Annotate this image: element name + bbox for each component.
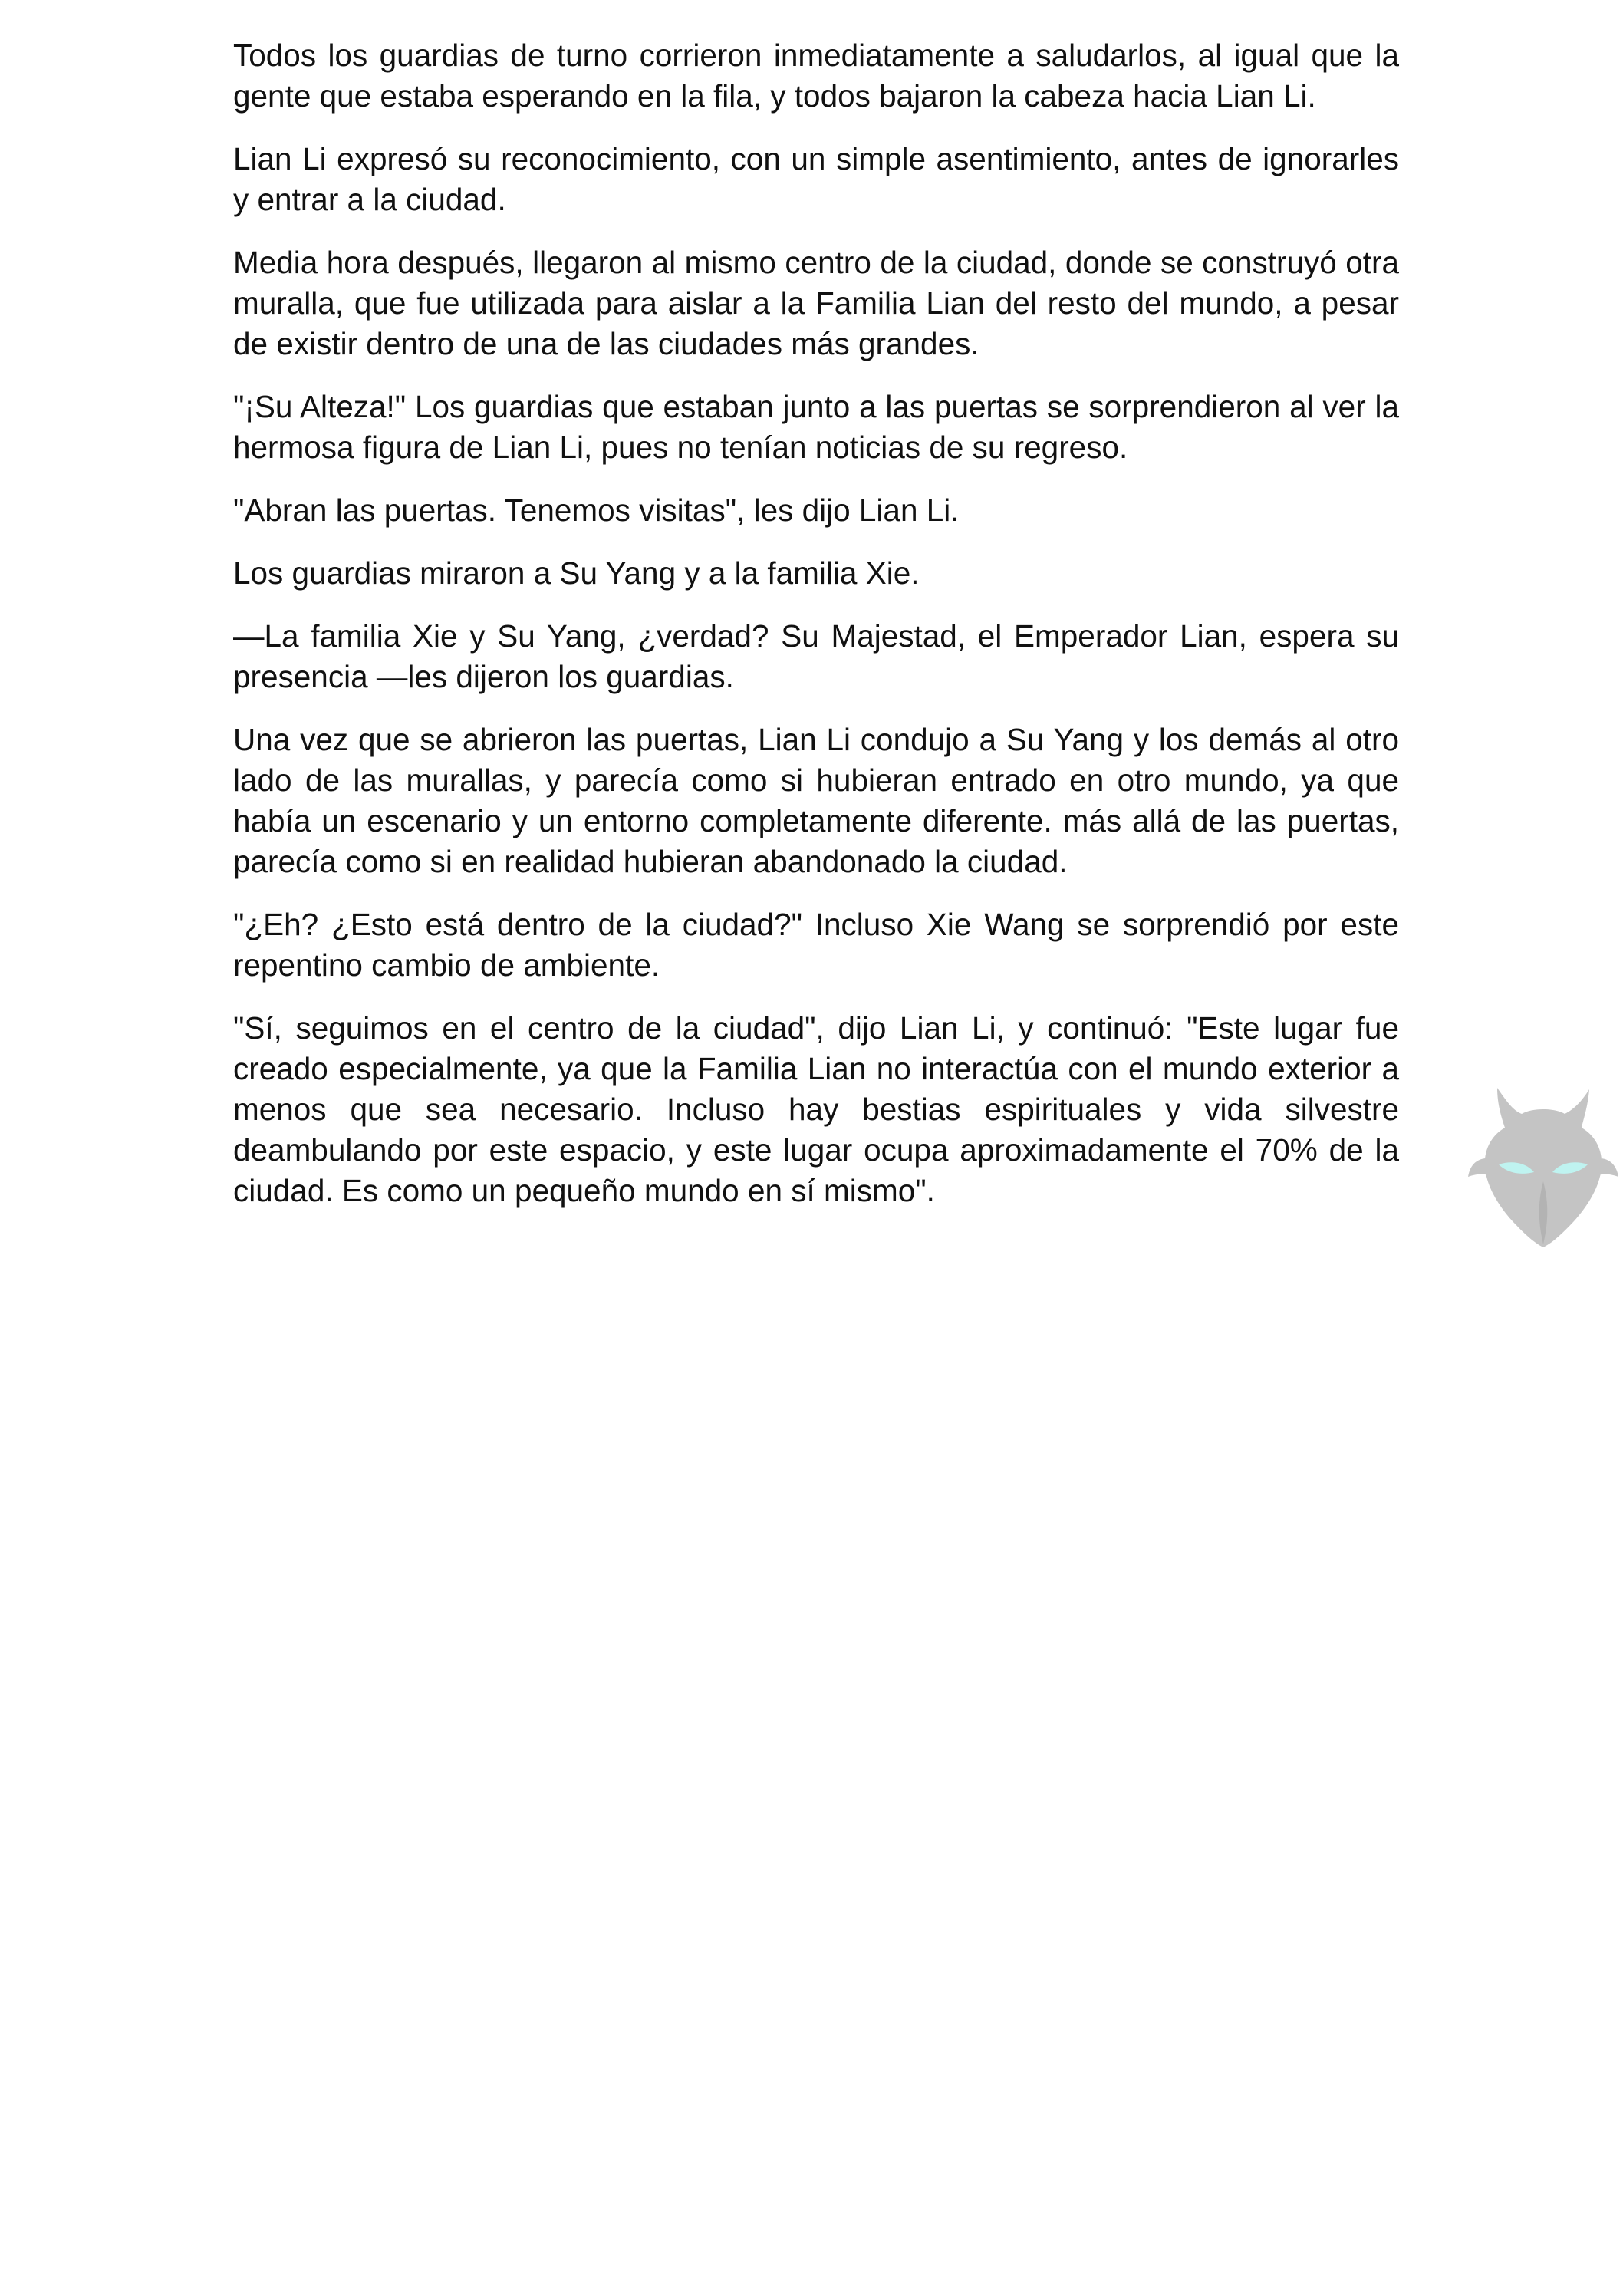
paragraph-7: —La familia Xie y Su Yang, ¿verdad? Su Majestad, el Emperador Lian, espera su presencia —les dijeron los guardias.: [233, 618, 1399, 694]
document-body: [233, 35, 1399, 1234]
paragraph-6: Los guardias miraron a Su Yang y a la familia Xie.: [233, 555, 920, 591]
paragraph-9: "¿Eh? ¿Esto está dentro de la ciudad?" Incluso Xie Wang se sorprendió por este repentino cambio de ambiente.: [233, 907, 1399, 983]
paragraph-4: "¡Su Alteza!" Los guardias que estaban junto a las puertas se sorprendieron al ver la hermosa figura de Lian Li, pues no tenían noticias de su regreso.: [233, 389, 1399, 465]
paragraph-8: Una vez que se abrieron las puertas, Lian Li condujo a Su Yang y los demás al otro lado de las murallas, y parecía como si hubieran entrado en otro mundo, ya que había un escenario y un entorno completamente diferente. más allá de las puertas, parecía como si en realidad hubieran abandonado la ciudad.: [233, 722, 1399, 879]
demon-head-icon: [1467, 1074, 1620, 1250]
paragraph-10: "Sí, seguimos en el centro de la ciudad", dijo Lian Li, y continuó: "Este lugar fue creado especialmente, ya que la Familia Lian no interactúa con el mundo exterior a menos que sea necesario. Incluso hay bestias espirituales y vida silvestre deambulando por este espacio, y este lugar ocupa aproximadamente el 70% de la ciudad. Es como un pequeño mundo en sí mismo".: [233, 1010, 1399, 1208]
paragraph-2: Lian Li expresó su reconocimiento, con un simple asentimiento, antes de ignorarles y entrar a la ciudad.: [233, 141, 1399, 217]
paragraph-1: Todos los guardias de turno corrieron inmediatamente a saludarlos, al igual que la gente que estaba esperando en la fila, y todos bajaron la cabeza hacia Lian Li.: [233, 38, 1399, 114]
paragraph-5: "Abran las puertas. Tenemos visitas", les dijo Lian Li.: [233, 492, 960, 528]
paragraph-3: Media hora después, llegaron al mismo centro de la ciudad, donde se construyó otra muralla, que fue utilizada para aislar a la Familia Lian del resto del mundo, a pesar de existir dentro de una de las ciudades más grandes.: [233, 245, 1399, 361]
